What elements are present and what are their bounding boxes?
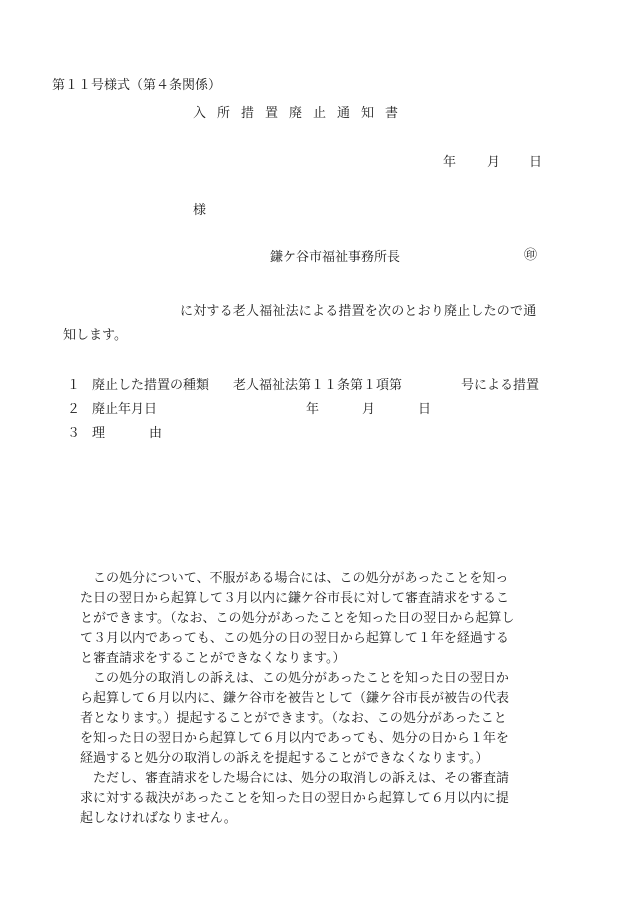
notice-line: ただし、審査請求をした場合には、処分の取消しの訴えは、その審査請 [80,771,510,786]
item-1-number: １ [67,378,81,393]
notice-line: を知った日の翌日から起算して６月以内であっても、処分の日から１年を [80,731,509,746]
notice-line: ら起算して６月以内に、鎌ケ谷市を被告として（鎌ケ谷市長が被告の代表 [80,691,510,706]
item-3-label: 理 [92,426,106,441]
date-day-label: 日 [529,155,543,170]
document-title: 入所措置廃止通知書 [193,106,410,121]
form-number: 第１１号様式（第４条関係） [52,78,222,93]
date-month-label: 月 [487,155,501,170]
item-1-label: 廃止した措置の種類 [92,378,210,393]
intro-text-line-1: に対する老人福祉法による措置を次のとおり廃止したので通 [180,304,537,319]
notice-line: 起しなければなりません。 [80,811,237,826]
notice-line: た日の翌日から起算して３月以内に鎌ケ谷市長に対して審査請求をするこ [80,591,510,606]
notice-line: 経過すると処分の取消しの訴えを提起することができなくなります。） [80,751,489,766]
intro-text-line-2: 知します。 [63,328,127,343]
item-3-label-part-2: 由 [149,426,163,441]
item-1-suffix: 号による措置 [461,378,540,393]
item-3-number: ３ [67,426,81,441]
notice-line: 求に対する裁決があったことを知った日の翌日から起算して６月以内に提 [80,791,509,806]
issuer-name: 鎌ケ谷市福祉事務所長 [270,250,401,265]
appeal-notice [80,569,560,829]
date-year-label: 年 [443,155,457,170]
item-2-day-label: 日 [418,402,432,417]
item-1-value: 老人福祉法第１１条第１項第 [233,378,403,393]
notice-line: て３月以内であっても、この処分の日の翌日から起算して１年を経過する [80,631,509,646]
item-2-label: 廃止年月日 [92,402,158,417]
item-2-year-label: 年 [306,402,320,417]
item-2-month-label: 月 [362,402,376,417]
notice-line: とができます。（なお、この処分があったことを知った日の翌日から起算し [80,611,515,626]
notice-line: この処分の取消しの訴えは、この処分があったことを知った日の翌日か [80,671,509,686]
notice-line: と審査請求をすることができなくなります。） [80,651,346,666]
seal-mark: ㊞ [524,248,538,263]
addressee-honorific: 様 [193,203,207,218]
item-2-number: ２ [67,402,81,417]
notice-line: 者となります。）提起することができます。（なお、この処分があったこと [80,711,507,726]
notice-line: この処分について、不服がある場合には、この処分があったことを知っ [80,571,509,586]
